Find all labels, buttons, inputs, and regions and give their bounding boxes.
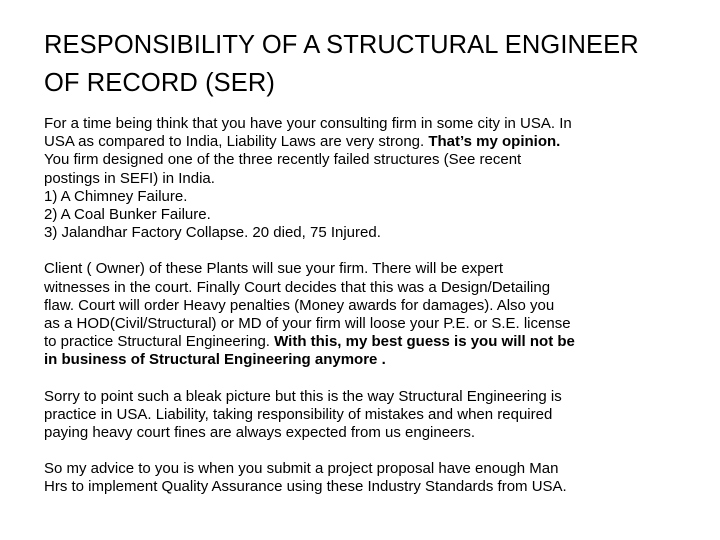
list-item-coal-bunker: 2) A Coal Bunker Failure.	[44, 206, 211, 224]
paragraph-usa-practice	[44, 388, 704, 443]
text-line: Hrs to implement Quality Assurance using these Industry Standards from USA.	[44, 478, 567, 496]
text-line: Sorry to point such a bleak picture but this is the way Structural Engineering is	[44, 387, 562, 405]
text-line	[44, 133, 704, 151]
text-line: So my advice to you is when you submit a project proposal have enough Man	[44, 460, 559, 478]
text-line	[44, 351, 704, 369]
paragraph-lawsuit	[44, 260, 704, 369]
text-bold-guess-cont: in business of Structural Engineering anymore .	[44, 351, 386, 369]
title-line-1: RESPONSIBILITY OF A STRUCTURAL ENGINEER	[44, 31, 639, 59]
text-line: For a time being think that you have your consulting firm in some city in USA. In	[44, 115, 572, 132]
list-item-jalandhar: 3) Jalandhar Factory Collapse. 20 died, 75 Injured.	[44, 224, 381, 242]
text-normal: USA as compared to India, Liability Laws are very strong.	[44, 133, 429, 151]
text-line	[44, 333, 704, 351]
text-line: flaw. Court will order Heavy penalties (Money awards for damages). Also you	[44, 296, 555, 314]
paragraph-liability-intro	[44, 115, 704, 242]
text-line: paying heavy court fines are always expected from us engineers.	[44, 424, 476, 442]
paragraph-advice	[44, 460, 704, 496]
slide-title	[44, 26, 694, 102]
title-line-2: OF RECORD (SER)	[44, 69, 275, 97]
text-line: practice in USA. Liability, taking responsibility of mistakes and when required	[44, 405, 553, 423]
text-normal: to practice Structural Engineering.	[44, 333, 275, 351]
text-line: postings in SEFI) in India.	[44, 169, 215, 187]
text-line: as a HOD(Civil/Structural) or MD of your firm will loose your P.E. or S.E. license	[44, 315, 571, 333]
slide-body	[44, 115, 704, 515]
text-line: witnesses in the court. Finally Court decides that this was a Design/Detailing	[44, 278, 551, 296]
text-line: Client ( Owner) of these Plants will sue your firm. There will be expert	[44, 260, 504, 278]
text-bold-opinion: That’s my opinion.	[428, 133, 561, 151]
list-item-chimney: 1) A Chimney Failure.	[44, 187, 188, 205]
text-line: You firm designed one of the three recently failed structures (See recent	[44, 151, 522, 169]
text-bold-guess: With this, my best guess is you will not be	[274, 333, 575, 351]
